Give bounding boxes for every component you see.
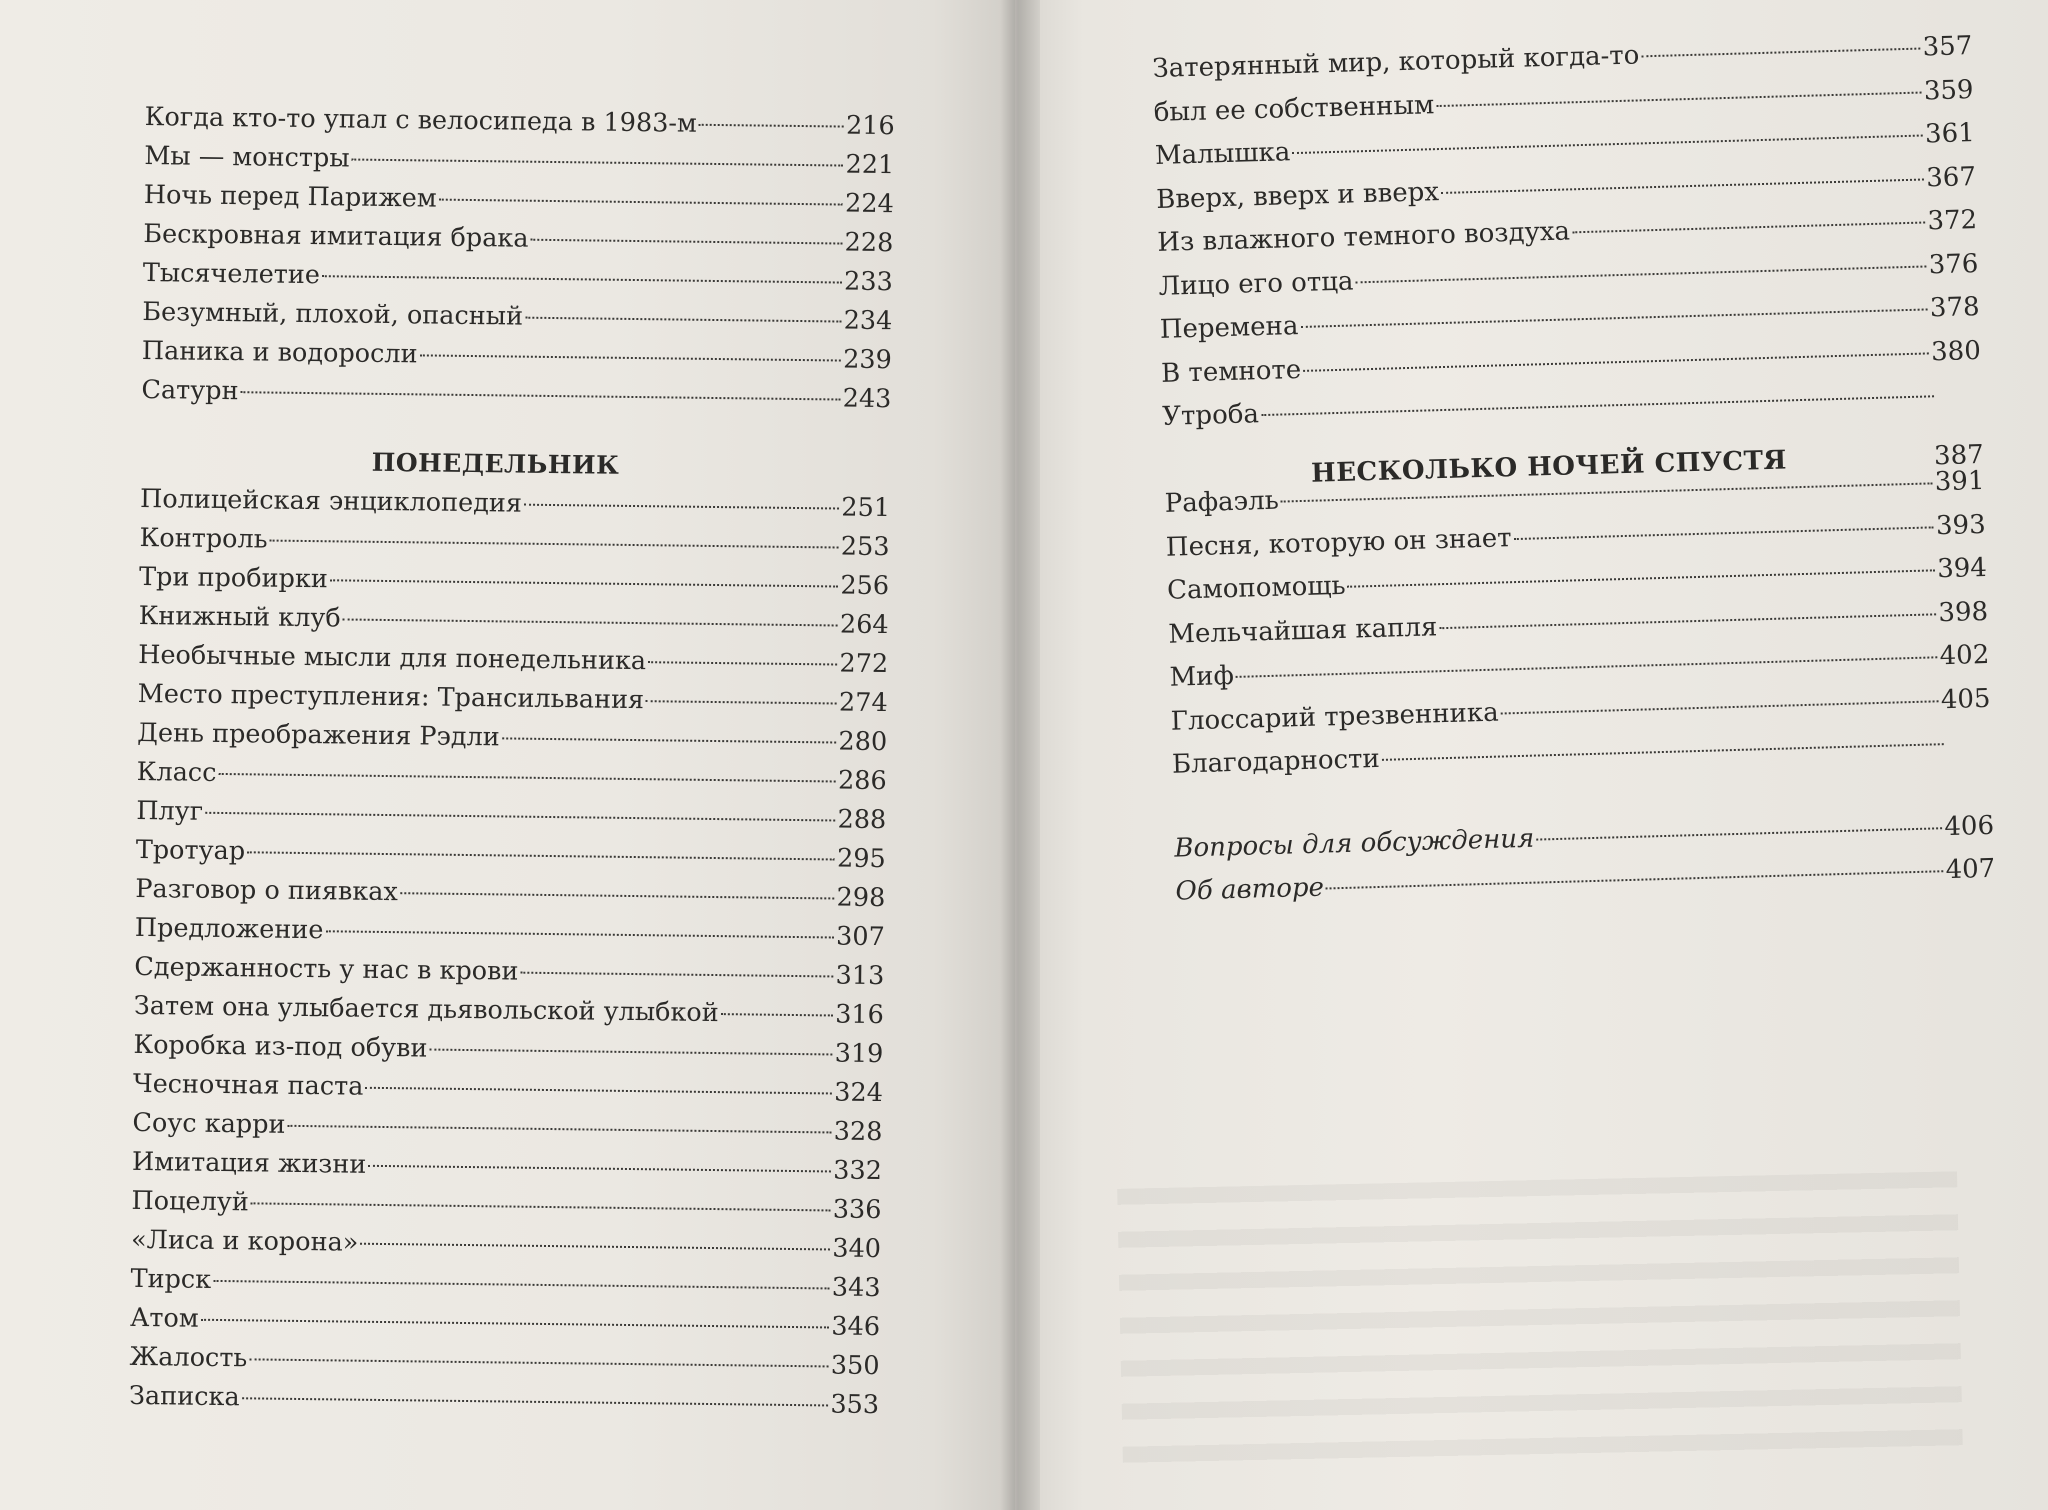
dot-leader (1439, 612, 1936, 629)
toc-entry-page: 313 (835, 960, 885, 992)
toc-entry-page: 391 (1934, 465, 1985, 498)
dot-leader (1382, 742, 1944, 761)
toc-entry-title: Книжный клуб (138, 600, 341, 634)
dot-leader (241, 390, 841, 400)
toc-entry-title: Полицейская энциклопедия (139, 483, 523, 519)
toc-entry-page: 328 (833, 1116, 883, 1148)
dot-leader (531, 238, 843, 245)
toc-entry-title: Ночь перед Парижем (143, 179, 437, 214)
left-page (0, 0, 1015, 1510)
toc-entry-title: Соус карри (132, 1107, 286, 1140)
dot-leader (1513, 525, 1934, 540)
dot-leader (213, 1279, 830, 1290)
dot-leader (365, 1086, 832, 1095)
dot-leader (287, 1124, 831, 1134)
dot-leader (325, 929, 834, 938)
toc-entry-page: 243 (842, 383, 892, 415)
toc-entry-title: «Лиса и корона» (130, 1224, 359, 1258)
toc-entry-title: Чесночная паста (132, 1068, 364, 1102)
dot-leader (1436, 90, 1922, 107)
dot-leader (1536, 826, 1942, 840)
toc-entry-page: 359 (1923, 74, 1974, 106)
show-through-text (1117, 1171, 1963, 1469)
toc-entry-title: Класс (136, 756, 217, 788)
toc-entry-page: 288 (837, 804, 887, 836)
dot-leader (1236, 655, 1938, 678)
toc-entry-title: Разговор о пиявках (135, 873, 399, 908)
toc-entry-page: 216 (845, 110, 895, 142)
dot-leader (205, 811, 836, 822)
toc-entry-page: 280 (838, 726, 888, 758)
toc-entry-page: 346 (831, 1311, 881, 1343)
toc-entry-title: Когда кто-то упал с велосипеда в 1983-м (144, 101, 698, 139)
dot-leader (1292, 134, 1923, 155)
toc-entry-title: Тротуар (135, 834, 246, 867)
toc-entry-page: 367 (1925, 161, 1977, 193)
section-title: ПОНЕДЕЛЬНИК (371, 447, 620, 480)
left-toc-column (129, 98, 895, 1425)
toc-entry-title: Коробка из-под обуви (133, 1029, 428, 1064)
dot-leader (648, 660, 837, 665)
dot-leader (270, 539, 839, 549)
dot-leader (368, 1164, 831, 1173)
toc-entry-title: В темноте (1160, 354, 1302, 389)
toc-entry-page: 350 (830, 1350, 880, 1382)
toc-entry-title: Вопросы для обсуждения (1173, 823, 1535, 864)
toc-entry-title: Тирск (130, 1263, 212, 1295)
toc-entry-title: Имитация жизни (131, 1146, 367, 1180)
dot-leader (1501, 699, 1939, 714)
toc-entry-title: Необычные мысли для понедельника (138, 639, 647, 677)
toc-entry-title: Благодарности (1171, 743, 1381, 780)
toc-entry-title: был ее собственным (1153, 89, 1435, 128)
toc-entry-page: 402 (1939, 639, 1990, 672)
toc-entry-title: Атом (129, 1302, 199, 1334)
toc-entry-title: Перемена (1159, 311, 1299, 345)
toc-entry-page: 234 (843, 305, 893, 337)
toc-entry-page: 407 (1945, 853, 1996, 886)
dot-leader (721, 1012, 833, 1016)
dot-leader (330, 578, 839, 587)
toc-entry-title: Малышка (1154, 137, 1291, 171)
dot-leader (1641, 47, 1920, 58)
toc-entry-title: Жалость (129, 1341, 248, 1374)
dot-leader (1441, 177, 1924, 194)
dot-leader (1572, 220, 1926, 233)
section-title: НЕСКОЛЬКО НОЧЕЙ СПУСТЯ (1310, 444, 1788, 489)
toc-entry-page: 324 (834, 1077, 884, 1109)
toc-entry-title: Миф (1169, 660, 1235, 693)
dot-leader (646, 699, 837, 704)
dot-leader (524, 503, 839, 510)
toc-entry-page: 251 (841, 492, 891, 524)
toc-entry-page: 239 (843, 344, 893, 376)
toc-entry-title: Глоссарий трезвенника (1170, 697, 1500, 737)
toc-entry-page: 406 (1943, 810, 1995, 842)
toc-entry-title: Безумный, плохой, опасный (142, 296, 524, 332)
dot-leader (360, 1242, 830, 1251)
toc-entry (129, 1377, 879, 1425)
toc-entry-page: 353 (830, 1389, 880, 1421)
toc-group-later (1164, 460, 1992, 787)
toc-entry-title: Бескровная имитация брака (143, 218, 529, 254)
toc-entry-title: Мы — монстры (144, 140, 350, 174)
toc-entry-page: 233 (843, 266, 893, 298)
dot-leader (1300, 307, 1928, 328)
dot-leader (420, 353, 842, 361)
dot-leader (1261, 394, 1934, 416)
dot-leader (343, 617, 838, 626)
dot-leader (1303, 351, 1929, 371)
toc-entry-page: 376 (1928, 248, 1979, 280)
toc-entry-title: Место преступления: Трансильвания (137, 678, 645, 716)
right-toc-column (1152, 25, 1996, 914)
toc-entry-title: Паника и водоросли (141, 335, 418, 370)
toc-entry-title: Тысячелетие (142, 257, 321, 291)
toc-entry-title: Записка (128, 1380, 240, 1413)
toc-entry-page: 307 (835, 921, 885, 953)
toc-entry-title: Лицо его отца (1158, 265, 1354, 302)
toc-entry-title: Затем она улыбается дьявольской улыбкой (133, 990, 719, 1029)
toc-entry-page: 336 (832, 1194, 882, 1226)
toc-entry-title: Предложение (134, 912, 324, 946)
toc-entry-page: 286 (837, 765, 887, 797)
dot-leader (520, 971, 833, 978)
dot-leader (251, 1201, 831, 1211)
dot-leader (525, 316, 842, 323)
dot-leader (352, 158, 844, 167)
toc-entry-title: День преображения Рэдли (137, 717, 500, 753)
toc-entry-page: 274 (838, 687, 888, 719)
toc-entry-title: Контроль (139, 522, 268, 555)
toc-entry-page: 398 (1938, 596, 1989, 628)
dot-leader (502, 736, 837, 743)
toc-entry-title: Самопомощь (1166, 570, 1346, 606)
toc-entry-title: Об авторе (1175, 872, 1325, 907)
toc-group-top (1152, 25, 1983, 439)
dot-leader (1326, 869, 1944, 889)
toc-entry-page: 343 (831, 1272, 881, 1304)
dot-leader (247, 850, 835, 860)
toc-entry-title: Рафаэль (1164, 485, 1280, 519)
toc-entry-title: Утроба (1161, 399, 1260, 432)
dot-leader (439, 198, 843, 206)
toc-entry-page: 298 (836, 882, 886, 914)
toc-entry-page: 361 (1924, 118, 1976, 150)
toc-entry-page: 228 (844, 227, 894, 259)
toc-entry-page: 340 (832, 1233, 882, 1265)
dot-leader (218, 772, 836, 783)
toc-entry-title: Песня, которую он знает (1165, 522, 1512, 563)
toc-entry-title: Затерянный мир, который когда-то (1152, 40, 1640, 84)
toc-entry-title: Поцелуй (131, 1185, 249, 1218)
toc-entry-page: 357 (1922, 31, 1973, 63)
toc-entry-title: Плуг (136, 795, 204, 827)
toc-entry-page: 319 (834, 1038, 884, 1070)
toc-entry-page: 224 (844, 188, 894, 220)
toc-entry-title: Сатурн (141, 374, 239, 407)
toc-entry (141, 371, 891, 419)
toc-entry-page: 380 (1930, 335, 1982, 367)
dot-leader (400, 891, 835, 899)
toc-entry-page (1946, 750, 1992, 751)
toc-entry-page: 405 (1940, 683, 1991, 715)
toc-entry-page: 295 (836, 843, 886, 875)
book-gutter (1000, 0, 1040, 1510)
dot-leader (429, 1048, 832, 1056)
toc-entry-title: Из влажного темного воздуха (1157, 216, 1571, 258)
dot-leader (1355, 264, 1926, 283)
dot-leader (242, 1396, 829, 1406)
toc-entry-page: 256 (840, 570, 890, 602)
toc-entry-title: Мельчайшая капля (1167, 611, 1438, 650)
toc-entry-page: 264 (839, 609, 889, 641)
dot-leader (1348, 568, 1936, 587)
toc-group-monday (129, 480, 890, 1425)
toc-entry-page: 221 (845, 149, 895, 181)
toc-entry-page: 378 (1929, 292, 1980, 324)
toc-entry-title: Вверх, вверх и вверх (1155, 176, 1440, 215)
toc-entry-page: 316 (834, 999, 885, 1031)
dot-leader (699, 123, 844, 128)
toc-entry-title: Три пробирки (138, 561, 329, 595)
toc-group-top (141, 98, 895, 419)
toc-entry-page: 253 (840, 531, 890, 563)
toc-entry-title: Сдержанность у нас в крови (134, 951, 519, 987)
toc-entry-page: 332 (833, 1155, 883, 1187)
toc-entry-page: 372 (1927, 205, 1978, 237)
toc-entry-page: 393 (1935, 509, 1987, 541)
toc-entry-page (1936, 402, 1982, 403)
section-page-number: 387 (1933, 439, 1985, 471)
dot-leader (201, 1318, 830, 1329)
dot-leader (249, 1357, 829, 1367)
dot-leader (322, 274, 842, 283)
toc-entry-page: 272 (839, 648, 889, 680)
toc-entry-page: 394 (1936, 552, 1988, 585)
